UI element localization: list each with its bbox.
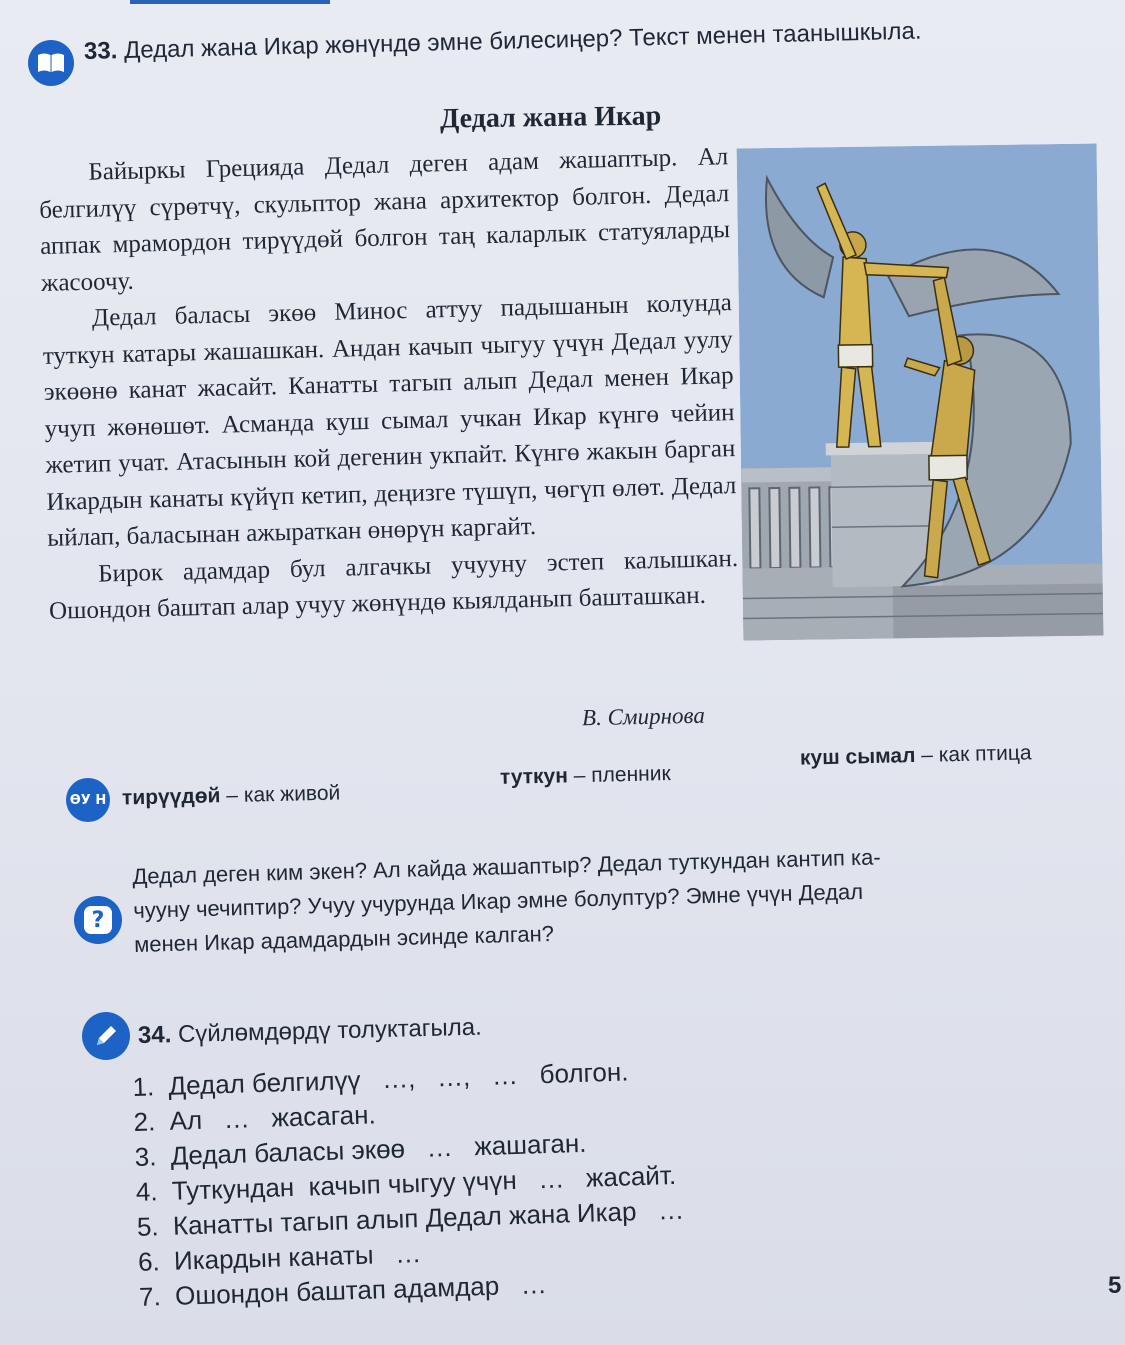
story-paragraph: Байыркы Грецияда Дедал деген адам жашаптыр. Ал белгилүү сүрөтчү, скульптор жана архитектор болгон. Дедал аппак мрамордон тирүүдөй болгон таң каларлык статуяларды жасоочу.	[38, 143, 731, 297]
item-number: 5.	[136, 1211, 160, 1242]
item-number: 2.	[133, 1106, 156, 1137]
question-line: чууну чечиптир? Учуу учурунда Икар эмне болуптур? Эмне үчүн Дедал	[132, 878, 864, 923]
daedalus-icarus-illustration	[737, 144, 1104, 641]
task-33-number: 33.	[83, 37, 118, 65]
vocab-word: туткун	[499, 764, 569, 789]
vocab-translation: – как птица	[920, 741, 1032, 767]
item-text: Дедал белгилүү …, …, … болгон.	[168, 1056, 629, 1101]
sentence-completion-list	[132, 1053, 687, 1315]
vocabulary-icon: ӨУ Н	[66, 778, 110, 822]
vocab-word: тирүүдөй	[121, 784, 221, 810]
vocab-translation: – пленник	[573, 762, 671, 788]
top-rule	[130, 0, 330, 4]
task-34-text: Сүйлөмдөрдү толуктагыла.	[177, 1013, 483, 1049]
item-text: Ошондон баштап адамдар …	[174, 1269, 548, 1311]
task-33-text: Дедал жана Икар жөнүндө эмне билесиңер? Текст менен таанышкыла.	[123, 17, 922, 65]
item-number: 1.	[132, 1071, 155, 1102]
question-line: Дедал деген ким экен? Ал кайда жашаптыр? Дедал туткундан кантип ка-	[132, 844, 881, 889]
story-text	[38, 139, 739, 630]
item-text: Икардын канаты …	[173, 1238, 422, 1276]
question-line: менен Икар адамдардын эсинде калган?	[133, 920, 555, 957]
pencil-icon	[82, 1012, 130, 1060]
item-text: Ал … жасаган.	[169, 1099, 377, 1136]
task-34-heading	[138, 1014, 482, 1050]
story-author: В. Смирнова	[581, 702, 706, 731]
vocab-entry	[122, 782, 341, 811]
vocab-translation: – как живой	[226, 781, 341, 808]
item-text: Дедал баласы экөө … жашаган.	[170, 1127, 587, 1171]
item-number: 3.	[134, 1141, 157, 1172]
item-number: 4.	[135, 1176, 158, 1207]
story-title: Дедал жана Икар	[439, 100, 662, 135]
item-number: 7.	[138, 1281, 162, 1312]
item-text: Туткундан качып чыгуу үчүн … жасайт.	[171, 1159, 677, 1206]
item-number: 6.	[137, 1246, 161, 1277]
item-text: Канатты тагып алып Дедал жана Икар …	[172, 1194, 685, 1241]
book-icon	[28, 40, 74, 86]
vocab-entry	[500, 762, 671, 790]
story-paragraph: Дедал баласы экөө Минос аттуу падышанын колунда туткун катары жашашкан. Андан качып чыгуу үчүн Дедал уулу экөөнө канат жасайт. Канатты тагып алып Дедал менен Икар учуп жөнөшөт. Асманда куш сымал учкан Икар күнгө чейин жетип учат. Атасынын кой дегенин укпайт. Күнгө жакын барган Икардын канаты күйүп кетип, деңизге түшүп, чөгүп өлөт. Дедал ыйлап, баласынан ажыраткан өнөрүн каргайт.	[42, 289, 737, 552]
question-icon: ?	[74, 896, 122, 944]
page-number: 5	[1108, 1272, 1122, 1299]
story-paragraph: Бирок адамдар бул алгачкы учууну эстеп калышкан. Ошондон баштап алар учуу жөнүндө кыялданып башташкан.	[48, 544, 739, 625]
task-34-number: 34.	[137, 1021, 172, 1049]
task-33-heading	[84, 18, 922, 66]
vocab-entry	[800, 741, 1032, 770]
vocab-word: куш сымал	[799, 744, 916, 770]
comprehension-questions	[132, 834, 1114, 962]
